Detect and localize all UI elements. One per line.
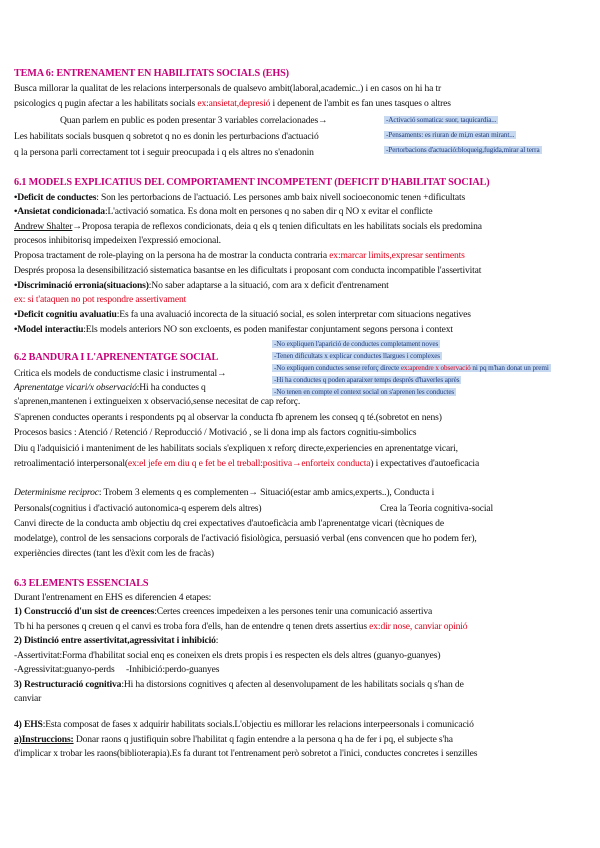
paragraph-line: psicologics q pugin afectar a les habilitats socials ex:ansietat,depresió i depenent de l'ambit es fan unes tasques o altres	[14, 98, 451, 109]
highlight-note: -Hi ha conductes q poden aparaixer temps després d'haverles après	[274, 376, 460, 384]
paragraph-line: Durant l'entrenament en EHS es diferencien 4 etapes:	[14, 592, 212, 603]
paragraph-line: Quan parlem en public es poden presentar 3 variables correlacionades→	[60, 115, 328, 126]
paragraph-line: modelatge), control de les sensacions corporals de l'activació fisiològica, persuasió verbal (ens convencen que ho podem fer),	[14, 533, 477, 544]
paragraph-line: Després proposa la desensibilització sistematica basantse en les dificultats i proposant com conducta incompatible l'assertivitat	[14, 265, 482, 276]
paragraph-line: ex: si t'ataquen no pot respondre assertivament	[14, 294, 187, 305]
paragraph-line: 1) Construcció d'un sist de creences:Certes creences impedeixen a les persones tenir una comunicació assertiva	[14, 606, 433, 617]
paragraph-line: -Inhibició:perdo-guanyes	[126, 664, 220, 675]
paragraph-line: Critica els models de conductisme clasic i instrumental→	[14, 368, 227, 379]
highlight-note: -No expliquen conductes sense reforç directe ex:aprendre x observació ni pq m'han donat un premi	[274, 364, 549, 372]
paragraph-line: Tb hi ha persones q creuen q el canvi es troba fora d'ells, han de entendre q tenen drets assertius ex:dir nose, canviar opinió	[14, 621, 468, 632]
paragraph-line: •Discriminació erronia(situacions):No saber adaptarse a la situació, com ara x deficit d'entrenament	[14, 280, 389, 291]
paragraph-line: retroalimentació interpersonal(ex:el jefe em diu q e fet be el treball:positiva→enforteix conducta) i expectatives d'autoeficacia	[14, 458, 480, 469]
paragraph-line: s'aprenen,mantenen i extingueixen x observació,sense necesitat de cap reforç.	[14, 396, 301, 407]
paragraph-line: canviar	[14, 693, 42, 704]
paragraph-line: q la persona parli correctament tot i seguir preocupada i q els altres no s'enadonin	[14, 147, 314, 158]
paragraph-line: 3) Restructuració cognitiva:Hi ha distorsions cognitives q afecten al desenvolupament de les habilitats socials q s'han de	[14, 679, 464, 690]
paragraph-line: experiències directes (tant les d'èxit com les de fracàs)	[14, 548, 214, 559]
paragraph-line: Diu q l'adquisició i manteniment de les habilitats socials s'expliquen x reforç directe,experiencies en aprenentatge vicari,	[14, 443, 458, 454]
paragraph-line: -Agressivitat:guanyo-perds	[14, 664, 115, 675]
paragraph-line: Les habilitats socials busquen q sobretot q no es donin les perturbacions d'actuació	[14, 131, 319, 142]
paragraph-line: •Deficit de conductes: Son les pertorbacions de l'actuació. Les persones amb baix nivell socioeconomic tenen +dificultats	[14, 192, 466, 203]
paragraph-line: S'aprenen conductes operants i respondents pq al observar la conducta fb aprenem les conseq q té.(sobretot en nens)	[14, 412, 442, 423]
section-title-elements: 6.3 ELEMENTS ESSENCIALS	[14, 578, 149, 589]
highlight-note: -Tenen dificultats x explicar conductes llargues i complexes	[274, 352, 441, 360]
paragraph-line: Canvi directe de la conducta amb objectiu dq crei expectatives d'autoeficàcia amb l'aprenentatge vicari (tècniques de	[14, 518, 444, 529]
section-title-models: 6.1 MODELS EXPLICATIUS DEL COMPORTAMENT INCOMPETENT (DEFICIT D'HABILITAT SOCIAL)	[14, 177, 490, 188]
paragraph-line: Personals(cognitius i d'activació autonomica-q esperem dels altres)	[14, 503, 262, 514]
highlight-note: -Pensaments: es riuran de mi,m estan mirant...	[386, 131, 515, 139]
paragraph-line: 4) EHS:Esta composat de fases x adquirir habilitats socials.L'objectiu es millorar les relacions interpeersonals i comunicació	[14, 719, 474, 730]
paragraph-line: 2) Distinció entre assertivitat,agressivitat i inhibició:	[14, 635, 219, 646]
section-title-ehs: TEMA 6: ENTRENAMENT EN HABILITATS SOCIALS (EHS)	[14, 68, 289, 79]
highlight-note: -No tenen en compte el context social on s'aprenen les conductes	[274, 388, 455, 396]
paragraph-line: Crea la Teoria cognitiva-social	[380, 503, 494, 514]
paragraph-line: •Ansietat condicionada:L'activació somatica. Es dona molt en persones q no saben dir q NO x evitar el conflicte	[14, 206, 433, 217]
paragraph-line: •Model interactiu:Els models anteriors NO son excloents, es poden manifestar conjuntament segons persona i context	[14, 324, 453, 335]
paragraph-line: Aprenentatge vicari/x observació:Hi ha conductes q	[14, 382, 206, 393]
paragraph-line: -Assertivitat:Forma d'habilitat social enq es coneixen els drets propis i es respecten els dels altres (guanyo-guanyes)	[14, 650, 441, 661]
paragraph-line: d'implicar x trobar les raons(biblioterapia).Es fa durant tot l'entrenament però sobretot a l'inici, conductes concretes i senzilles	[14, 748, 478, 759]
paragraph-line: Determinisme reciproc: Trobem 3 elements q es complementen→ Situació(estar amb amics,experts..), Conducta i	[14, 487, 435, 498]
paragraph-line: Proposa tractament de role-playing on la persona ha de mostrar la conducta contraria ex:marcar limits,expresar sentiments	[14, 250, 465, 261]
paragraph-line: Busca millorar la qualitat de les relacions interpersonals de qualsevo ambit(laboral,academic..) i en casos on hi ha tr	[14, 83, 442, 94]
highlight-note: -Pertorbacions d'actuació:bloqueig,fugida,mirar al terra	[386, 146, 540, 154]
section-title-bandura: 6.2 BANDURA I L'APRENENTATGE SOCIAL	[14, 352, 219, 363]
paragraph-line: Andrew Shalter→Proposa terapia de reflexos condicionats, deia q els q tenien dificultats en les habilitats socials els predomina	[14, 221, 482, 232]
paragraph-line: Procesos basics : Atenció / Retenció / Reproducció / Motivació , se li dona imp als factors cognitiu-simbolics	[14, 427, 417, 438]
paragraph-line: procesos inhibitorisq impedeixen l'expressió emocional.	[14, 235, 221, 246]
paragraph-line: •Deficit cognitiu avaluatiu:Es fa una avaluació incorecta de la situació social, es solen interpretar com situacions negatives	[14, 309, 471, 320]
paragraph-line: a)Instruccions: Donar raons q justifiquin sobre l'habilitat q fagin entendre a la persona q ha de fer i pq, el subjecte s'ha	[14, 734, 453, 745]
highlight-note: -No expliquen l'aparició de conductes completament noves	[274, 340, 439, 348]
highlight-note: -Activació somatica: suor, taquicardia...	[386, 116, 497, 124]
